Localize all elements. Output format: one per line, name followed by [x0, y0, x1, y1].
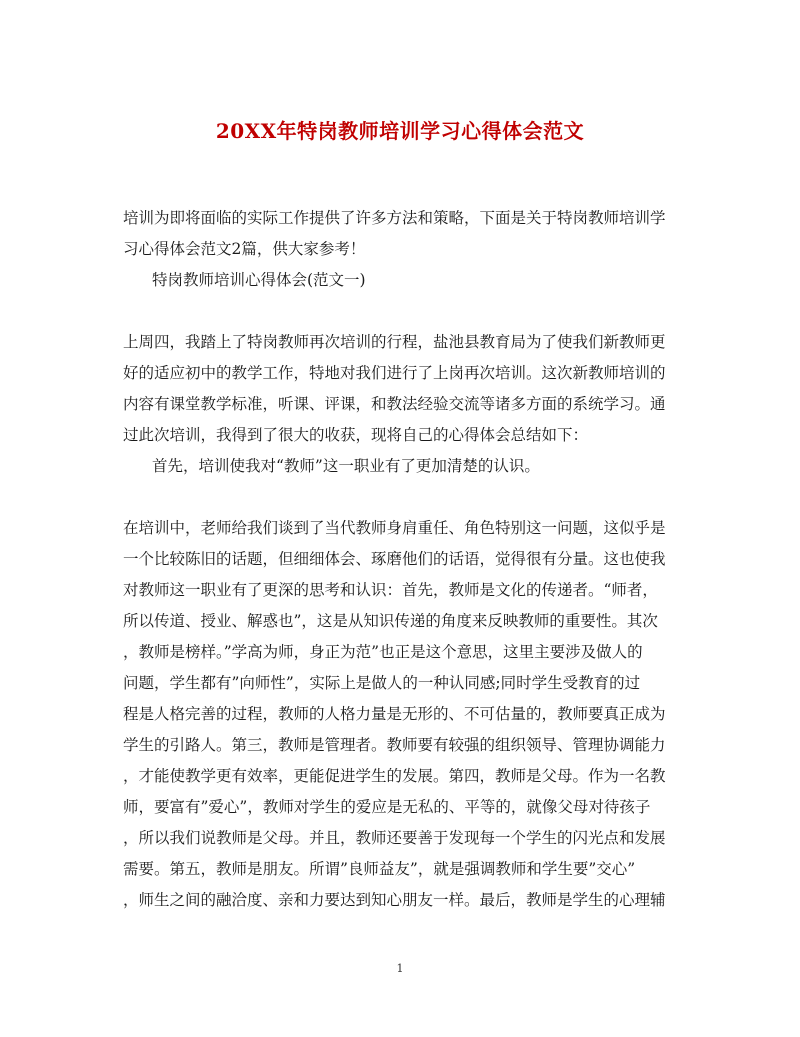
paragraph-2-line-2: 一个比较陈旧的话题，但细细体会、琢磨他们的话语，觉得很有分量。这也使我	[123, 550, 666, 568]
paragraph-2-line-13: ，师生之间的融洽度、亲和力要达到知心朋友一样。最后，教师是学生的心理辅	[123, 891, 666, 909]
paragraph-2-line-3: 对教师这一职业有了更深的思考和认识：首先，教师是文化的传递者。“师者，	[123, 581, 658, 599]
intro-line-2: 习心得体会范文2篇，供大家参考！	[123, 240, 366, 258]
paragraph-2-line-6: 问题，学生都有”向师性”，实际上是做人的一种认同感;同时学生受教育的过	[123, 674, 641, 692]
page-title: 20XX年特岗教师培训学习心得体会范文	[215, 119, 585, 143]
paragraph-2-line-8: 学生的引路人。第三，教师是管理者。教师要有较强的组织领导、管理协调能力	[123, 736, 666, 754]
paragraph-2-line-12: 需要。第五，教师是朋友。所谓”良师益友”，就是强调教师和学生要”交心”	[123, 860, 636, 878]
paragraph-2-line-1: 在培训中，老师给我们谈到了当代教师身肩重任、角色特别这一问题，这似乎是	[123, 519, 666, 537]
paragraph-2-line-7: 程是人格完善的过程，教师的人格力量是无形的、不可估量的，教师要真正成为	[123, 705, 666, 723]
paragraph-2-line-11: ，所以我们说教师是父母。并且，教师还要善于发现每一个学生的闪光点和发展	[123, 829, 666, 847]
paragraph-1-line-2: 好的适应初中的教学工作，特地对我们进行了上岗再次培训。这次新教师培训的	[123, 364, 666, 382]
first-point: 首先，培训使我对“教师”这一职业有了更加清楚的认识。	[152, 457, 540, 475]
paragraph-1-line-1: 上周四，我踏上了特岗教师再次培训的行程，盐池县教育局为了使我们新教师更	[123, 333, 666, 351]
paragraph-2-line-4: 所以传道、授业、解惑也”，这是从知识传递的角度来反映教师的重要性。其次	[123, 612, 658, 630]
paragraph-2-line-9: ，才能使教学更有效率，更能促进学生的发展。第四，教师是父母。作为一名教	[123, 767, 666, 785]
page-number: 1	[396, 962, 404, 975]
section-heading: 特岗教师培训心得体会(范文一)	[152, 271, 366, 289]
paragraph-1-line-3: 内容有课堂教学标准，听课、评课，和教法经验交流等诸多方面的系统学习。通	[123, 395, 666, 413]
paragraph-1-line-4: 过此次培训，我得到了很大的收获，现将自己的心得体会总结如下：	[123, 426, 589, 444]
paragraph-2-line-10: 师，要富有”爱心”，教师对学生的爱应是无私的、平等的，就像父母对待孩子	[123, 798, 651, 816]
intro-line-1: 培训为即将面临的实际工作提供了许多方法和策略，下面是关于特岗教师培训学	[123, 209, 666, 227]
paragraph-2-line-5: ，教师是榜样。”学高为师，身正为范”也正是这个意思，这里主要涉及做人的	[123, 643, 643, 661]
